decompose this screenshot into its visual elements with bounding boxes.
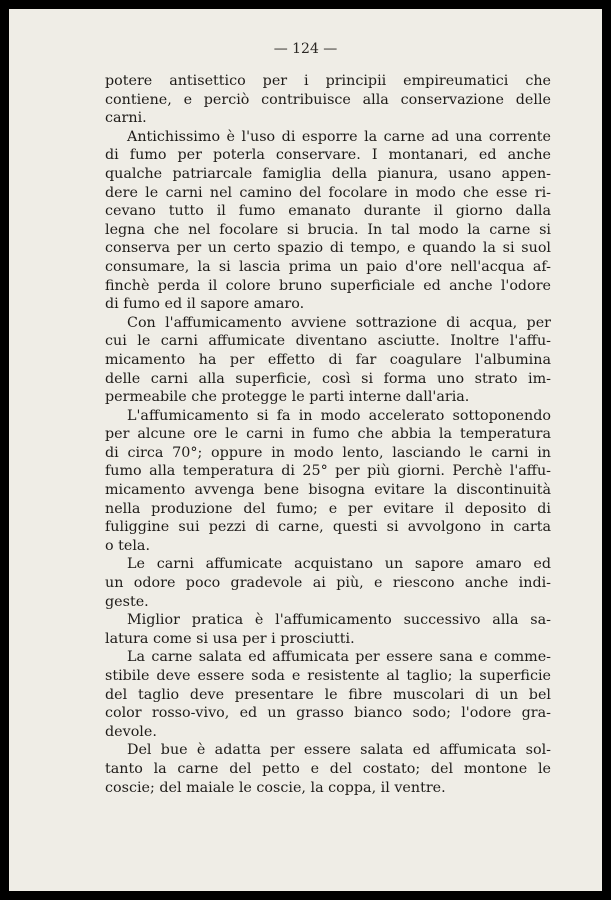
text-line: tanto la carne del petto e del costato; del montone le xyxy=(105,760,551,777)
text-line: conserva per un certo spazio di tempo, e quando la si suol xyxy=(105,240,551,257)
text-line: per alcune ore le carni in fumo che abbia la temperatura xyxy=(105,426,551,443)
text-line: contiene, e perciò contribuisce alla conservazione delle xyxy=(105,91,551,108)
text-line: delle carni alla superficie, così si forma uno strato im- xyxy=(105,370,551,387)
text-line: micamento ha per effetto di far coagulare l'albumina xyxy=(105,351,551,368)
text-line: dere le carni nel camino del focolare in modo che esse ri- xyxy=(105,184,551,201)
text-line: nella produzione del fumo; e per evitare il deposito di xyxy=(105,500,551,517)
text-line: micamento avvenga bene bisogna evitare la discontinuità xyxy=(105,482,551,499)
text-line: Miglior pratica è l'affumicamento successivo alla sa- xyxy=(127,612,551,629)
text-line: qualche patriarcale famiglia della pianura, usano appen- xyxy=(105,165,551,182)
paragraph xyxy=(105,314,551,407)
text-line: o tela. xyxy=(105,537,150,554)
text-line: fumo alla temperatura di 25° per più giorni. Perchè l'affu- xyxy=(105,463,551,480)
paragraph xyxy=(105,72,551,128)
text-line: stibile deve essere soda e resistente al taglio; la superficie xyxy=(105,668,551,684)
paragraph xyxy=(105,611,551,648)
text-line: cui le carni affumicate diventano asciutte. Inoltre l'affu- xyxy=(105,333,551,350)
paragraph xyxy=(105,741,551,797)
page-number: — 124 — xyxy=(273,41,338,57)
text-line: di circa 70°; oppure in modo lento, lasciando le carni in xyxy=(105,444,551,461)
text-line: latura come si usa per i prosciutti. xyxy=(105,630,355,647)
paragraph xyxy=(105,407,551,556)
paragraph xyxy=(105,128,551,314)
book-page xyxy=(9,9,602,891)
text-line: permeabile che protegge le parti interne dall'aria. xyxy=(105,389,470,406)
text-line: devole. xyxy=(105,723,157,740)
text-line: cevano tutto il fumo emanato durante il giorno dalla xyxy=(105,203,551,220)
text-line: consumare, la si lascia prima un paio d'ore nell'acqua af- xyxy=(105,258,551,275)
text-line: coscie; del maiale le coscie, la coppa, il ventre. xyxy=(105,779,446,796)
text-line: legna che nel focolare si brucia. In tal modo la carne si xyxy=(105,221,551,238)
text-line: di fumo ed il sapore amaro. xyxy=(105,296,305,313)
text-line: Antichissimo è l'uso di esporre la carne ad una corrente xyxy=(127,128,551,145)
text-line: Le carni affumicate acquistano un sapore amaro ed xyxy=(127,556,551,573)
paragraph xyxy=(105,648,551,741)
text-line: di fumo per poterla conservare. I montanari, ed anche xyxy=(105,147,551,164)
paragraph xyxy=(105,555,551,611)
text-line: carni. xyxy=(105,110,147,127)
text-line: un odore poco gradevole ai più, e riescono anche indi- xyxy=(105,575,551,592)
text-line: color rosso-vivo, ed un grasso bianco sodo; l'odore gra- xyxy=(105,705,551,722)
text-line: geste. xyxy=(105,593,149,610)
text-line: potere antisettico per i principii empireumatici che xyxy=(105,73,551,89)
text-line: Del bue è adatta per essere salata ed affumicata sol- xyxy=(127,742,551,759)
text-line: Con l'affumicamento avviene sottrazione di acqua, per xyxy=(127,314,551,331)
text-line: finchè perda il colore bruno superficiale ed anche l'odore xyxy=(105,277,551,294)
body-text xyxy=(105,72,551,797)
text-line: La carne salata ed affumicata per essere sana e comme- xyxy=(127,649,551,666)
text-line: L'affumicamento si fa in modo accelerato sottoponendo xyxy=(127,407,551,424)
text-line: del taglio deve presentare le fibre muscolari di un bel xyxy=(105,686,551,703)
text-line: fuliggine sui pezzi di carne, questi si avvolgono in carta xyxy=(105,519,551,536)
